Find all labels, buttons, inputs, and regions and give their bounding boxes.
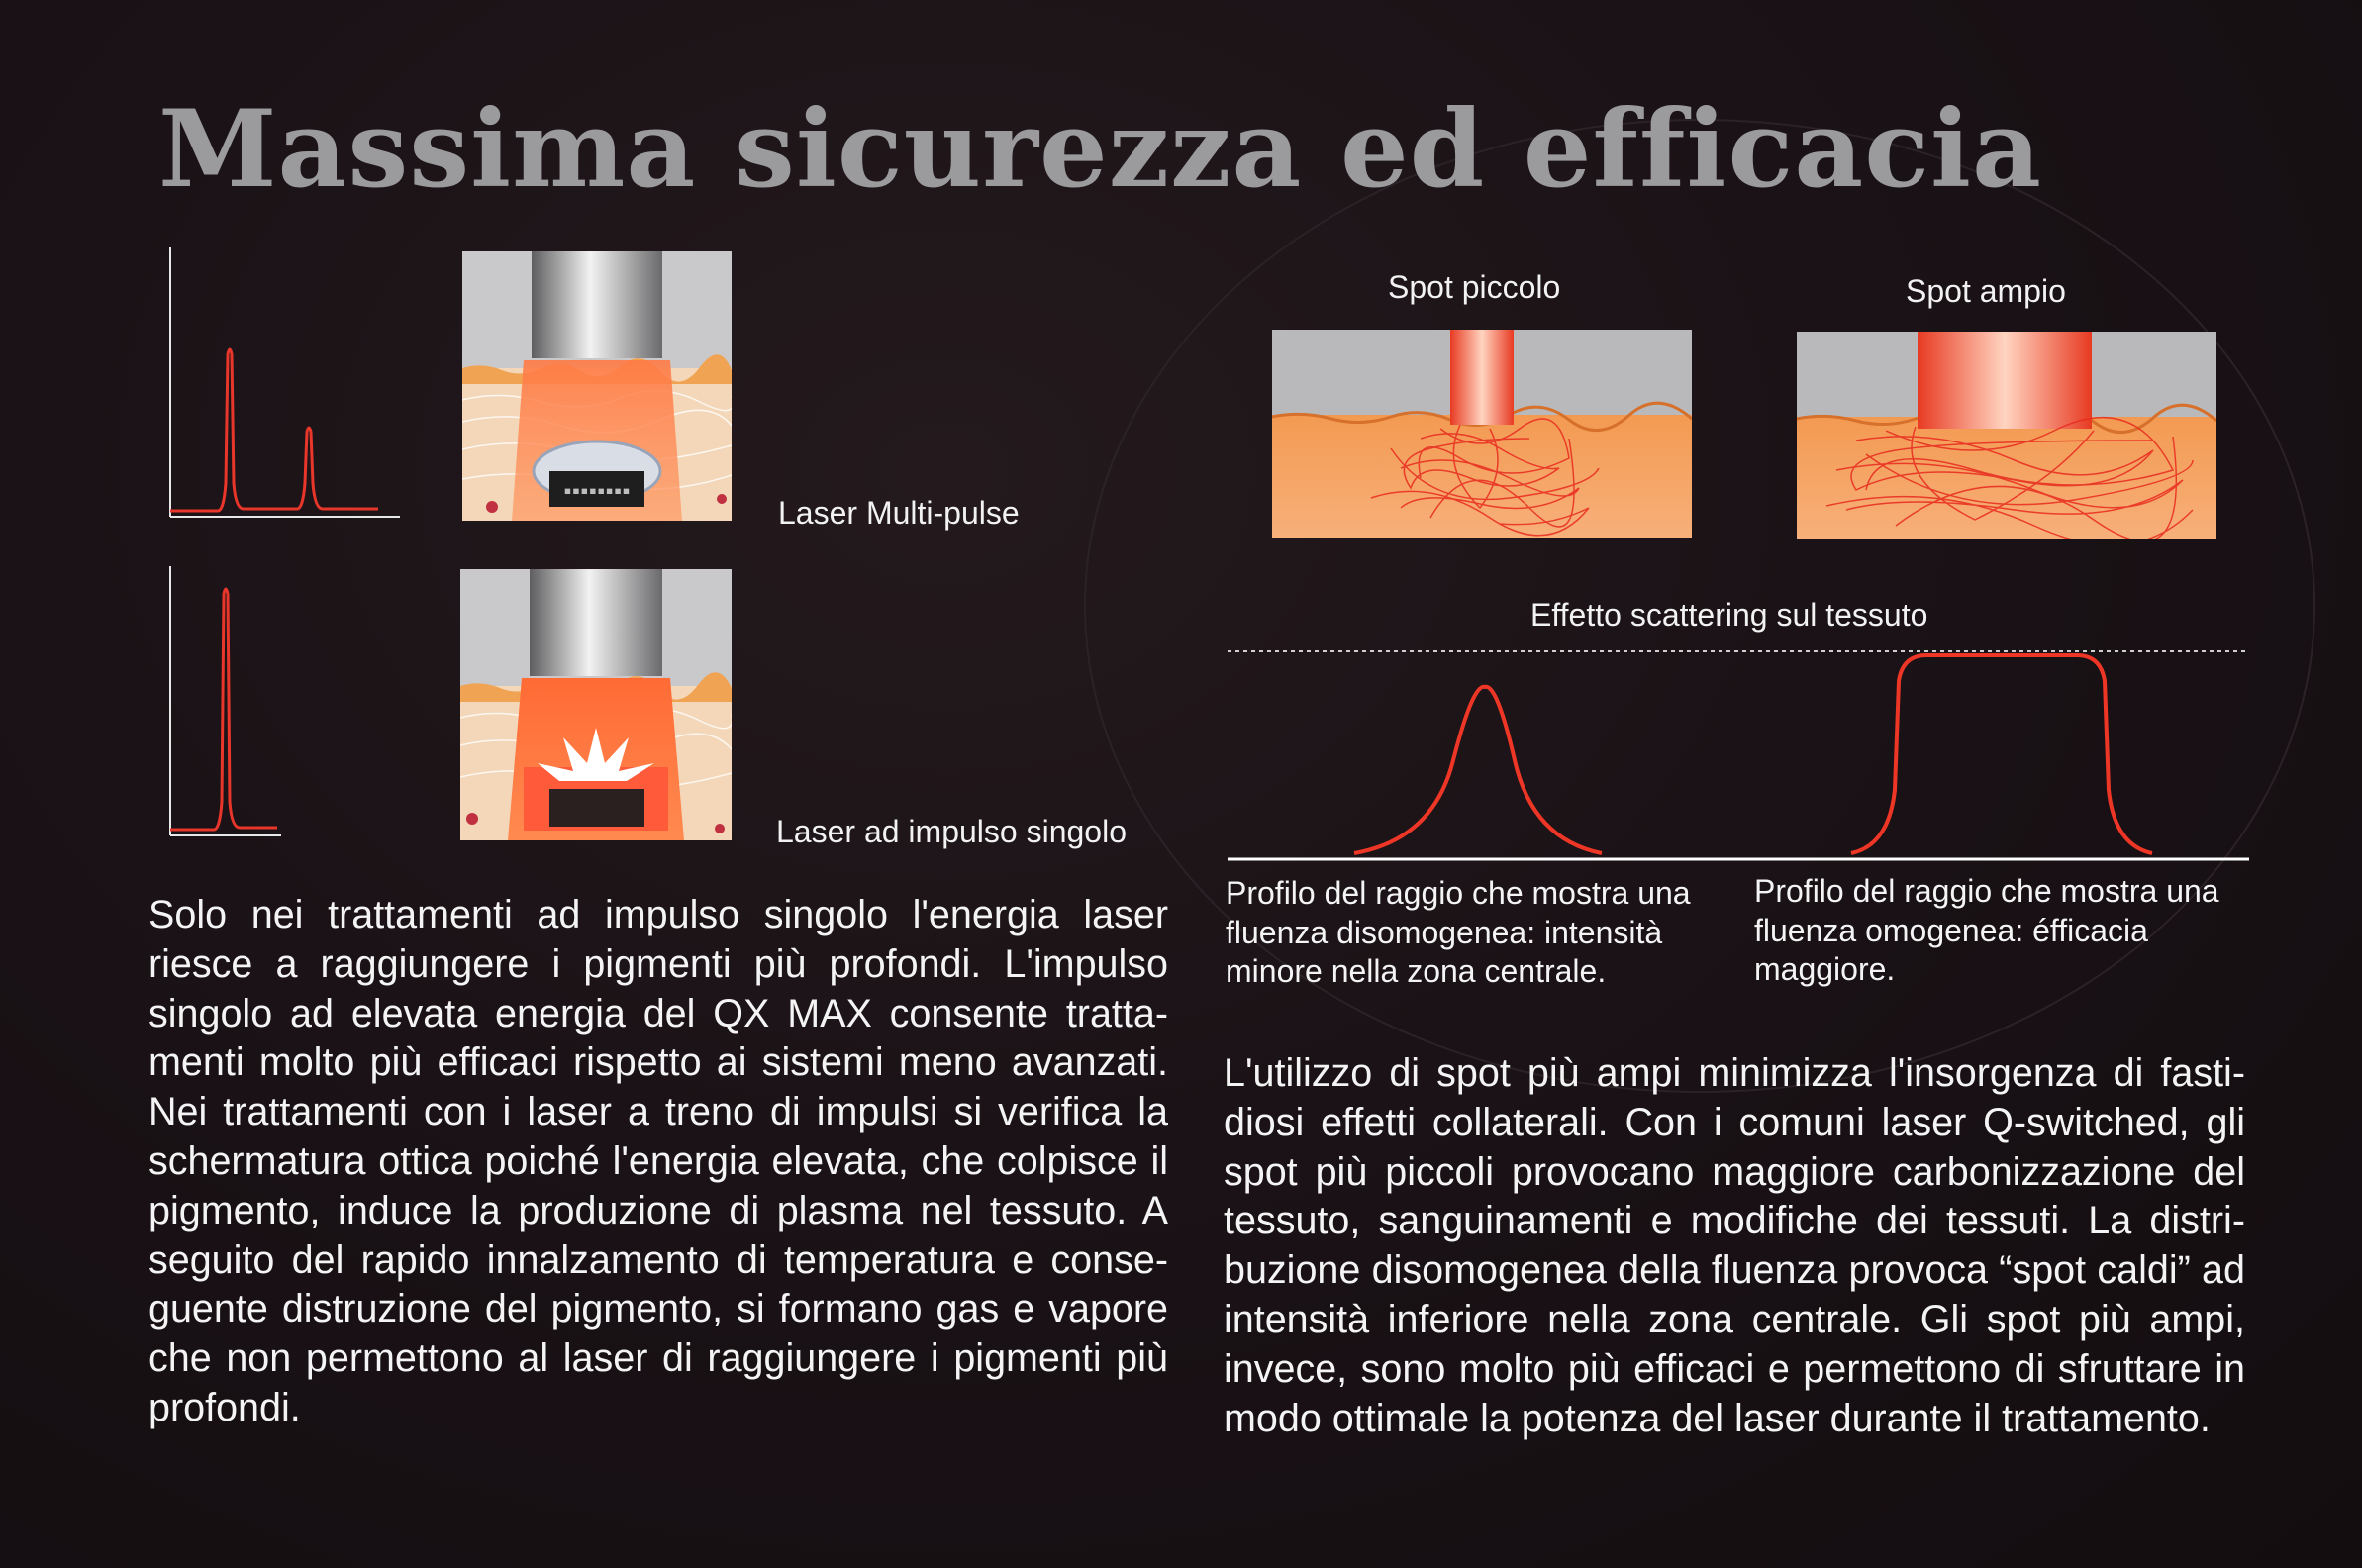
multi-pulse-tissue-image (462, 251, 732, 521)
single-pulse-tissue-image (460, 569, 732, 840)
small-spot-tissue-image (1272, 330, 1692, 538)
label-laser-multi-pulse: Laser Multi-pulse (778, 495, 1020, 531)
label-spot-ampio: Spot ampio (1906, 273, 2066, 309)
single-pulse-graph (158, 564, 406, 843)
beam-profile-diagram (1226, 641, 2251, 867)
svg-text:▪▪▪▪▪▪▪▪: ▪▪▪▪▪▪▪▪ (563, 483, 631, 499)
right-paragraph: L'utilizzo di spot più ampi minimizza l'insorgenza di fastidiosi effetti collaterali. Con i comuni laser Q-switched, gli spot più piccoli provocano maggiore carbonizzazione del tessuto, sanguinamenti e modifiche dei tessuti. La distribuzione disomogenea della fluenza provoca “spot caldi” ad intensità inferiore nella zona centrale. Gli spot più ampi, invece, sono molto più efficaci e permettono di sfruttare in modo ottimale la potenza del laser durante il trattamento. (1224, 1051, 2245, 1440)
single-pulse-line (170, 589, 277, 830)
page-title: Massima sicurezza ed efficacia (158, 87, 2042, 212)
label-spot-piccolo: Spot piccolo (1388, 269, 1561, 305)
multi-pulse-line (170, 349, 378, 511)
small-spot-profile-curve (1354, 687, 1602, 853)
caption-profile-small-spot: Profilo del raggio che mostra una fluenza disomogenea: intensità minore nella zona centrale. (1226, 875, 1691, 989)
label-laser-single-pulse: Laser ad impulso singolo (776, 814, 1127, 849)
caption-profile-large-spot: Profilo del raggio che mostra una fluenza omogenea: éfficacia maggiore. (1754, 873, 2219, 987)
multi-pulse-graph (158, 245, 406, 525)
label-effetto-scattering: Effetto scattering sul tessuto (1530, 597, 1928, 633)
left-paragraph: Solo nei trattamenti ad impulso singolo l'energia laser riesce a raggiungere i pigmenti più profondi. L'impulso singolo ad elevata energia del QX MAX consente trattamenti molto più efficaci rispetto ai sistemi meno avanzati. Nei trattamenti con i laser a treno di impulsi si verifica la schermatura ottica poiché l'energia elevata, che colpisce il pigmento, induce la produzione di plasma nel tessuto. A seguito del rapido innalzamento di temperatura e conseguente distruzione del pigmento, si formano gas e vapore che non permettono al laser di raggiungere i pigmenti più profondi. (148, 893, 1168, 1429)
large-spot-profile-curve (1851, 655, 2152, 853)
large-spot-tissue-image (1797, 332, 2216, 539)
